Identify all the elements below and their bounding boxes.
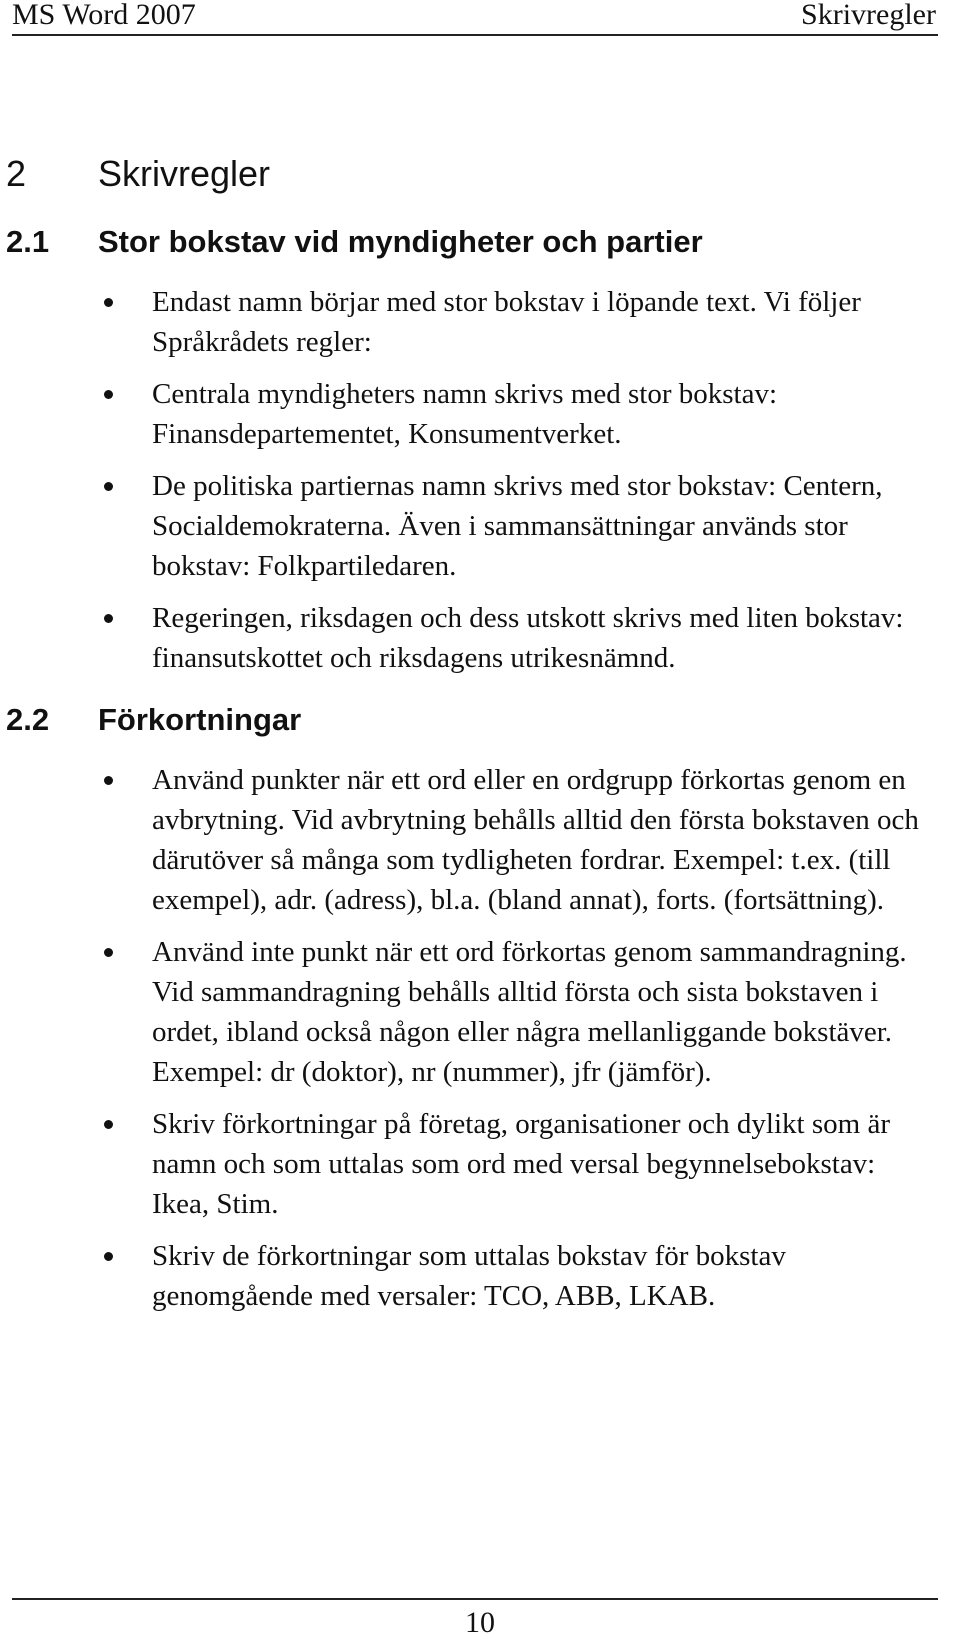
section-title: Stor bokstav vid myndigheter och partier: [98, 224, 703, 259]
list-item-text: Centrala myndigheters namn skrivs med stor bokstav: Finansdepartementet, Konsumentverket.: [152, 378, 778, 450]
bullet-icon: [104, 1120, 113, 1129]
list-item: [96, 282, 926, 362]
list-item-text: Endast namn börjar med stor bokstav i löpande text. Vi följer Språkrådets regler:: [152, 286, 861, 358]
section-title: Förkortningar: [98, 702, 302, 737]
header-right-text: Skrivregler: [801, 0, 936, 31]
bullet-icon: [104, 1252, 113, 1261]
bullet-icon: [104, 614, 113, 623]
bullet-icon: [104, 776, 113, 785]
chapter-number: 2: [6, 153, 27, 194]
section-number: 2.2: [6, 702, 50, 737]
section-number: 2.1: [6, 224, 50, 259]
list-item-text: De politiska partiernas namn skrivs med stor bokstav: Centern, Socialdemokraterna. Även i sammansättningar används stor bokstav: Folkpartiledaren.: [152, 470, 883, 582]
list-item: [96, 598, 926, 678]
list-item-text: Skriv de förkortningar som uttalas bokstav för bokstav genomgående med versaler: TCO, ABB, LKAB.: [152, 1240, 786, 1312]
bullet-list-2-2: [96, 760, 926, 1316]
list-item-text: Regeringen, riksdagen och dess utskott skrivs med liten bokstav: finansutskottet och riksdagens utrikesnämnd.: [152, 602, 904, 674]
bullet-icon: [104, 948, 113, 957]
list-item: [96, 466, 926, 586]
page-number: 10: [465, 1606, 495, 1639]
bullet-icon: [104, 482, 113, 491]
bullet-icon: [104, 390, 113, 399]
bullet-icon: [104, 298, 113, 307]
chapter-title: Skrivregler: [98, 153, 271, 194]
list-item-text: Använd inte punkt när ett ord förkortas genom sammandragning. Vid sammandragning behålls alltid första och sista bokstaven i ordet, ibland också någon eller några mellanliggande bokstäver. Exempel: dr (doktor), nr (nummer), jfr (jämför).: [152, 936, 907, 1088]
page-header: [12, 0, 938, 36]
bullet-list-2-1: [96, 282, 926, 678]
footer-divider: [12, 1598, 938, 1600]
list-item: [96, 1104, 926, 1224]
header-left-text: MS Word 2007: [12, 0, 196, 31]
list-item: [96, 760, 926, 920]
list-item: [96, 932, 926, 1092]
list-item-text: Använd punkter när ett ord eller en ordgrupp förkortas genom en avbrytning. Vid avbrytning behålls alltid den första bokstaven och därutöver så många som tydligheten fordrar. Exempel: t.ex. (till exempel), adr. (adress), bl.a. (bland annat), forts. (fortsättning).: [152, 764, 919, 916]
list-item-text: Skriv förkortningar på företag, organisationer och dylikt som är namn och som uttalas som ord med versal begynnelsebokstav: Ikea, Stim.: [152, 1108, 890, 1220]
list-item: [96, 374, 926, 454]
list-item: [96, 1236, 926, 1316]
